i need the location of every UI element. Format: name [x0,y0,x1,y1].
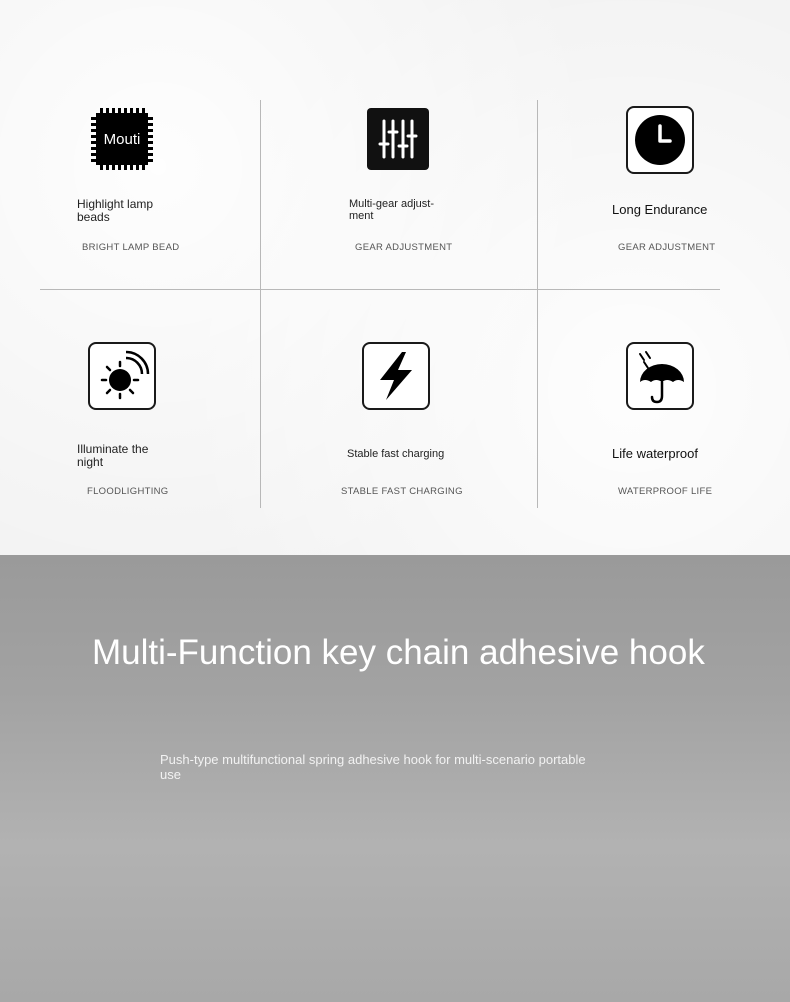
feature-title: Life waterproof [612,446,698,461]
feature-subtitle: WATERPROOF LIFE [618,486,713,497]
feature-subtitle: BRIGHT LAMP BEAD [82,242,180,253]
grid-divider [260,100,261,508]
sliders-icon [367,108,429,170]
feature-title: Stable fast charging [347,448,445,460]
clock-icon [626,106,694,174]
feature-title: Illuminate the night [77,442,149,469]
chip-icon-label: Mouti [96,113,148,165]
grid-divider [537,100,538,508]
banner-description: Push-type multifunctional spring adhesive hook for multi-scenario portable use [160,752,586,782]
feature-subtitle: FLOODLIGHTING [87,486,169,497]
feature-subtitle: STABLE FAST CHARGING [341,486,463,497]
lightning-icon [362,342,430,410]
feature-title: Multi-gear adjust-ment [349,198,434,222]
sun-icon [88,342,156,410]
feature-subtitle: GEAR ADJUSTMENT [618,242,716,253]
feature-title: Long Endurance [612,202,708,217]
feature-title: Highlight lamp beads [77,197,154,224]
feature-subtitle: GEAR ADJUSTMENT [355,242,453,253]
banner-headline: Multi-Function key chain adhesive hook [92,633,705,672]
umbrella-icon [626,342,694,410]
grid-divider [40,289,720,290]
chip-icon [91,108,153,170]
